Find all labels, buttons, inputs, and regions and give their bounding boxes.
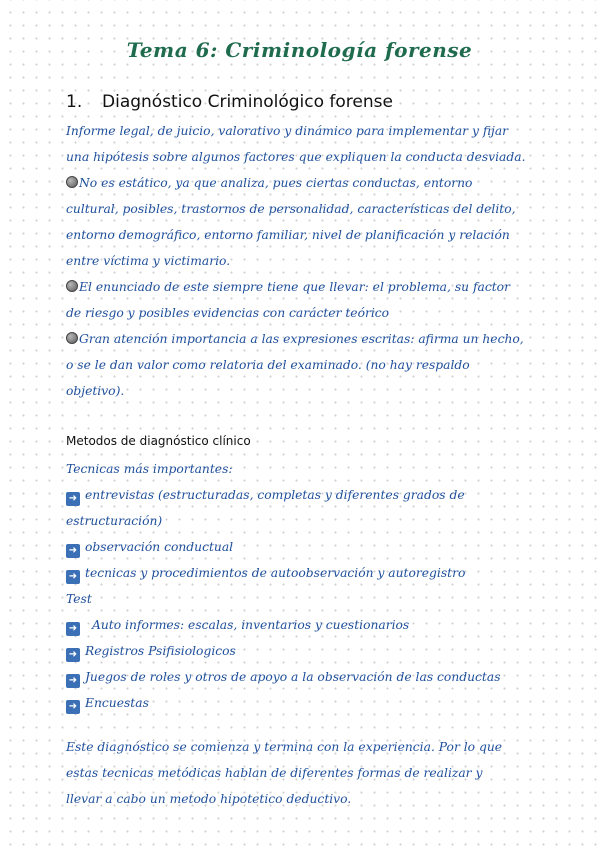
paragraph-line: entre víctima y victimario.	[66, 254, 231, 268]
list-item-text: entrevistas (estructuradas, completas y diferentes grados de	[85, 488, 465, 502]
list-item	[66, 534, 233, 560]
list-item-continuation: estructuración)	[66, 514, 163, 528]
blue-right-arrow-icon: ➜	[66, 570, 80, 584]
list-item	[66, 612, 409, 638]
paragraph-line: de riesgo y posibles evidencias con carácter teórico	[66, 306, 390, 320]
list-item-text: Encuestas	[85, 696, 149, 710]
list-item-text: observación conductual	[85, 540, 234, 554]
blue-right-arrow-icon: ➜	[66, 648, 80, 662]
blue-right-arrow-icon: ➜	[66, 674, 80, 688]
list-item	[66, 482, 465, 508]
methods-heading: Metodos de diagnóstico clínico	[66, 434, 251, 448]
list-item-text: tecnicas y procedimientos de autoobservación y autoregistro	[85, 566, 466, 580]
list-item-text: Auto informes: escalas, inventarios y cuestionarios	[92, 618, 410, 632]
bullet-line	[66, 170, 472, 196]
list-item	[66, 664, 501, 690]
paragraph-line: una hipótesis sobre algunos factores que expliquen la conducta desviada.	[66, 150, 526, 164]
bullet-line	[66, 326, 524, 352]
bullet-text: El enunciado de este siempre tiene que llevar: el problema, su factor	[79, 280, 510, 294]
blue-right-arrow-icon: ➜	[66, 492, 80, 506]
section-heading-text: Diagnóstico Criminológico forense	[102, 92, 393, 112]
list-item-text: Juegos de roles y otros de apoyo a la observación de las conductas	[85, 670, 501, 684]
bullet-text: Gran atención importancia a las expresiones escritas: afirma un hecho,	[79, 332, 524, 346]
bullet-line	[66, 274, 510, 300]
paragraph-line: o se le dan valor como relatoria del examinado. (no hay respaldo	[66, 358, 470, 372]
paragraph-line: Informe legal, de juicio, valorativo y dinámico para implementar y fijar	[66, 124, 509, 138]
conclusion-line: estas tecnicas metódicas hablan de diferentes formas de realizar y	[66, 766, 483, 780]
paragraph-line: cultural, posibles, trastornos de personalidad, características del delito,	[66, 202, 516, 216]
list-item-text: Registros Psifisiologicos	[85, 644, 236, 658]
methods-intro: Tecnicas más importantes:	[66, 462, 233, 476]
gray-circle-icon	[66, 280, 78, 292]
paragraph-line: entorno demográfico, entorno familiar, nivel de planificación y relación	[66, 228, 510, 242]
section-number: 1.	[66, 92, 83, 112]
conclusion-line: llevar a cabo un metodo hipotetico deductivo.	[66, 792, 352, 806]
paragraph-line: objetivo).	[66, 384, 125, 398]
section-heading	[66, 92, 393, 112]
list-subheading: Test	[66, 592, 92, 606]
blue-right-arrow-icon: ➜	[66, 544, 80, 558]
list-item	[66, 560, 465, 586]
blue-right-arrow-icon: ➜	[66, 622, 80, 636]
bullet-text: No es estático, ya que analiza, pues ciertas conductas, entorno	[79, 176, 473, 190]
list-item	[66, 638, 236, 664]
list-item	[66, 690, 149, 716]
page-title: Tema 6: Criminología forense	[126, 38, 473, 62]
blue-right-arrow-icon: ➜	[66, 700, 80, 714]
conclusion-line: Este diagnóstico se comienza y termina con la experiencia. Por lo que	[66, 740, 503, 754]
gray-circle-icon	[66, 332, 78, 344]
gray-circle-icon	[66, 176, 78, 188]
